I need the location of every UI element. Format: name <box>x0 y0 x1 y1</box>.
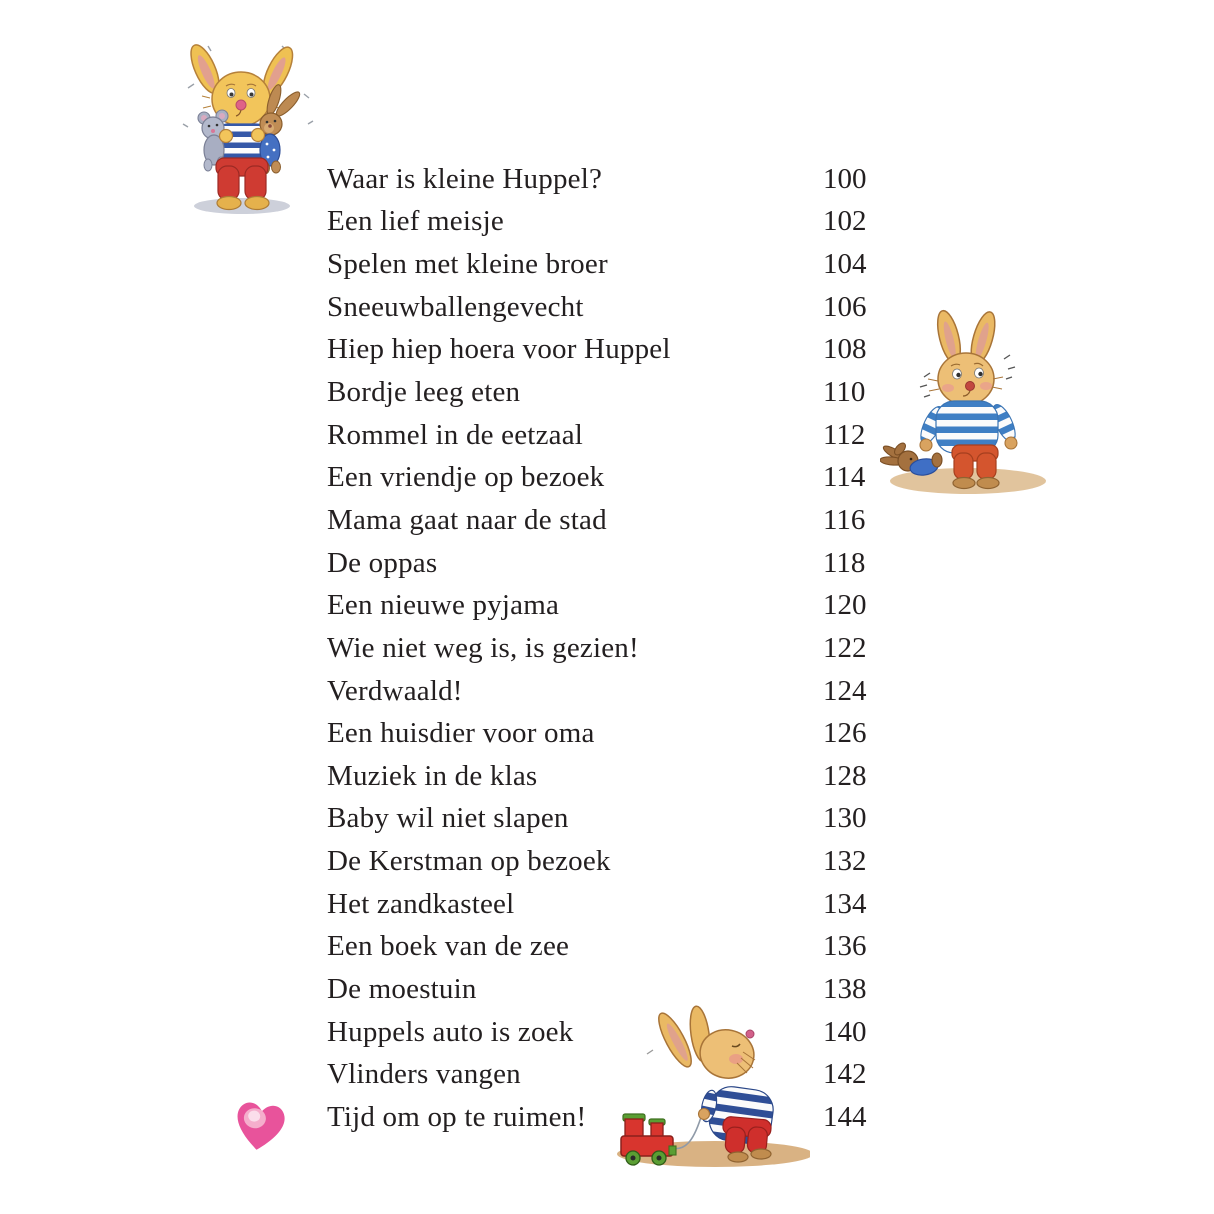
toc-entry[interactable] <box>327 712 887 755</box>
toc-entry-page: 120 <box>823 589 867 622</box>
toc-entry-title: Sneeuwballengevecht <box>327 290 584 323</box>
toc-entry-page: 100 <box>823 162 867 195</box>
toc-entry-page: 122 <box>823 631 867 664</box>
toc-entry[interactable] <box>327 329 887 372</box>
toc-entry-page: 108 <box>823 333 867 366</box>
toc-entry-title: Verdwaald! <box>327 674 463 707</box>
toc-entry-title: Een boek van de zee <box>327 930 570 963</box>
toc-entry-title: Een lief meisje <box>327 205 504 238</box>
toc-entry-page: 102 <box>823 205 867 238</box>
rabbit-paw <box>920 439 932 451</box>
red-pants <box>216 158 268 200</box>
toc-list <box>327 158 887 1139</box>
toc-entry-page: 116 <box>823 503 866 536</box>
toc-entry-title: De Kerstman op bezoek <box>327 845 611 878</box>
toc-entry-page: 126 <box>823 717 867 750</box>
toc-entry-title: Bordje leeg eten <box>327 376 521 409</box>
toc-entry-title: Een nieuwe pyjama <box>327 589 560 622</box>
rabbit-paw <box>699 1109 710 1120</box>
toc-entry-title: De oppas <box>327 546 438 579</box>
rabbit-foot <box>728 1152 748 1162</box>
toc-entry-page: 140 <box>823 1015 867 1048</box>
toc-entry-title: Waar is kleine Huppel? <box>327 162 603 195</box>
toc-entry[interactable] <box>327 158 887 201</box>
toc-entry-page: 110 <box>823 376 866 409</box>
toc-entry[interactable] <box>327 371 887 414</box>
toc-entry[interactable] <box>327 926 887 969</box>
toc-entry[interactable] <box>327 201 887 244</box>
toc-entry-title: Huppels auto is zoek <box>327 1015 574 1048</box>
toc-entry-title: Het zandkasteel <box>327 887 515 920</box>
rabbit-paw <box>1005 437 1017 449</box>
toc-entry-page: 112 <box>823 418 866 451</box>
toc-entry-page: 106 <box>823 290 867 323</box>
sparkle-mark <box>647 1050 653 1054</box>
toc-entry[interactable] <box>327 755 887 798</box>
toc-entry-page: 138 <box>823 972 867 1005</box>
rabbit-paw <box>252 129 265 142</box>
toc-entry-title: Wie niet weg is, is gezien! <box>327 631 639 664</box>
toc-entry-title: Een vriendje op bezoek <box>327 461 605 494</box>
toc-entry-page: 118 <box>823 546 866 579</box>
toc-entry[interactable] <box>327 627 887 670</box>
dropped-plush-bunny <box>880 441 942 477</box>
toc-entry[interactable] <box>327 542 887 585</box>
toc-entry-page: 132 <box>823 845 867 878</box>
toc-entry-page: 136 <box>823 930 867 963</box>
toc-entry-page: 142 <box>823 1058 867 1091</box>
toc-entry[interactable] <box>327 584 887 627</box>
toc-entry-page: 134 <box>823 887 867 920</box>
heart-icon <box>226 1092 294 1160</box>
toc-entry[interactable] <box>327 243 887 286</box>
rabbit-holding-plush-toys-illustration <box>178 38 318 216</box>
rabbit-foot <box>953 478 975 489</box>
toc-entry-title: Hiep hiep hoera voor Huppel <box>327 333 671 366</box>
toc-entry[interactable] <box>327 414 887 457</box>
toc-entry-title: Tijd om op te ruimen! <box>327 1100 587 1133</box>
toc-entry[interactable] <box>327 499 887 542</box>
rabbit-foot <box>977 478 999 489</box>
toc-entry-title: Baby wil niet slapen <box>327 802 569 835</box>
toc-entry-title: Vlinders vangen <box>327 1058 521 1091</box>
toc-entry-page: 124 <box>823 674 867 707</box>
toc-entry-page: 130 <box>823 802 867 835</box>
toc-entry-title: Muziek in de klas <box>327 759 538 792</box>
toc-entry-title: Een huisdier voor oma <box>327 717 595 750</box>
toc-entry[interactable] <box>327 798 887 841</box>
rabbit-paw <box>220 130 233 143</box>
toc-entry[interactable] <box>327 286 887 329</box>
rabbit-foot <box>245 197 269 210</box>
rabbit-foot <box>751 1149 771 1159</box>
rabbit-foot <box>217 197 241 210</box>
toc-entry-title: Spelen met kleine broer <box>327 248 608 281</box>
rabbit-head <box>928 353 1003 405</box>
toc-entry-page: 144 <box>823 1100 867 1133</box>
toc-entry[interactable] <box>327 883 887 926</box>
toc-entry[interactable] <box>327 456 887 499</box>
toc-entry-page: 114 <box>823 461 866 494</box>
toc-entry-title: De moestuin <box>327 972 477 1005</box>
rabbit-pulling-toy-train-illustration <box>605 1002 810 1174</box>
rabbit-surprised-dropped-plush-illustration <box>880 303 1050 499</box>
toc-entry-title: Rommel in de eetzaal <box>327 418 584 451</box>
toc-entry-page: 128 <box>823 759 867 792</box>
toc-entry[interactable] <box>327 840 887 883</box>
toc-entry-page: 104 <box>823 248 867 281</box>
toc-entry[interactable] <box>327 670 887 713</box>
toc-entry-title: Mama gaat naar de stad <box>327 503 607 536</box>
floor-shadow <box>194 198 290 214</box>
